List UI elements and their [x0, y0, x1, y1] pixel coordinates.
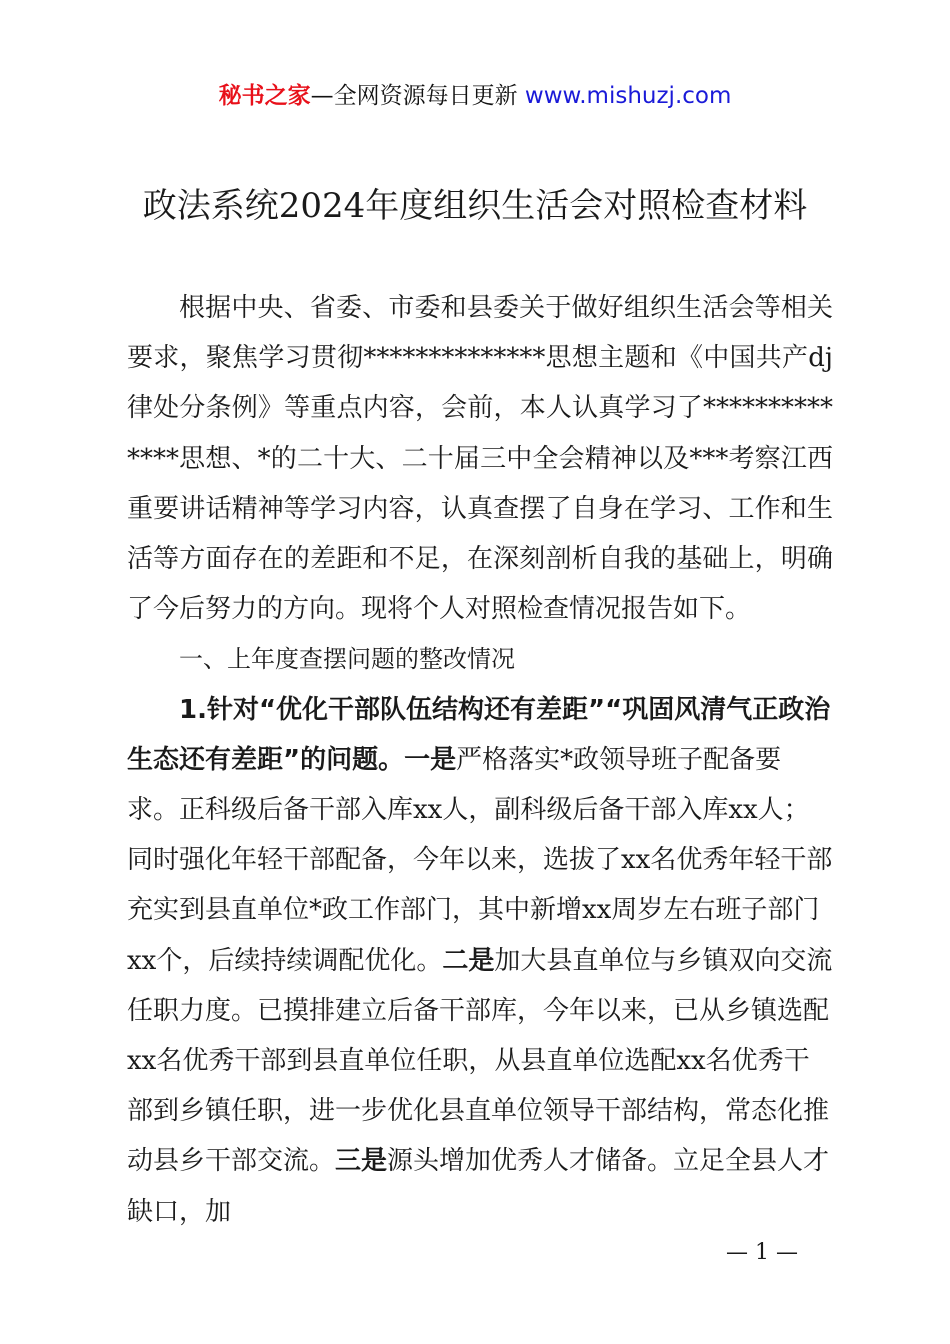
item-paragraph: [127, 685, 833, 1237]
point-text-2: 加大县直单位与乡镇双向交流任职力度。已摸排建立后备干部库，今年以来，已从乡镇选配xx名优秀干部到县直单位任职，从县直单位选配xx名优秀干部到乡镇任职，进一步优化县直单位领导干部结构，常态化推动县乡干部交流。: [127, 945, 833, 1177]
page-number: — 1 —: [726, 1240, 798, 1265]
point-label-1: 一是: [404, 744, 457, 775]
point-text-3: 源头增加优秀人才储备。立足全县人才缺口，加: [127, 1146, 830, 1227]
site-tagline: —全网资源每日更新: [310, 83, 525, 109]
point-label-3: 三是: [335, 1146, 388, 1177]
site-header: [0, 80, 950, 112]
intro-paragraph: 根据中央、省委、市委和县委关于做好组织生活会等相关要求，聚焦学习贯彻**************思想主题和《中国共产dj律处分条例》等重点内容，会前，本人认真学习了**************思想、*的二十大、二十届三中全会精神以及***考察江西重要讲话精神等学习内容，认真查摆了自身在学习、工作和生活等方面存在的差距和不足，在深刻剖析自我的基础上，明确了今后努力的方向。现将个人对照检查情况报告如下。: [127, 293, 833, 625]
point-label-2: 二是: [442, 945, 495, 976]
document-title: 政法系统2024年度组织生活会对照检查材料: [142, 186, 808, 226]
site-brand: 秘书之家: [218, 83, 311, 109]
site-url[interactable]: www.mishuzj.com: [524, 83, 732, 109]
point-text-1: 严格落实*政领导班子配备要求。正科级后备干部入库xx人，副科级后备干部入库xx人；同时强化年轻干部配备，今年以来，选拔了xx名优秀年轻干部充实到县直单位*政工作部门，其中新增xx周岁左右班子部门xx个，后续持续调配优化。: [127, 744, 833, 976]
section-heading: 一、上年度查摆问题的整改情况: [179, 645, 515, 674]
document-body: [127, 283, 833, 1237]
item-lead: 1.针对“优化干部队伍结构还有差距”“巩固风清气正政治生态还有差距”的问题。: [127, 694, 831, 775]
